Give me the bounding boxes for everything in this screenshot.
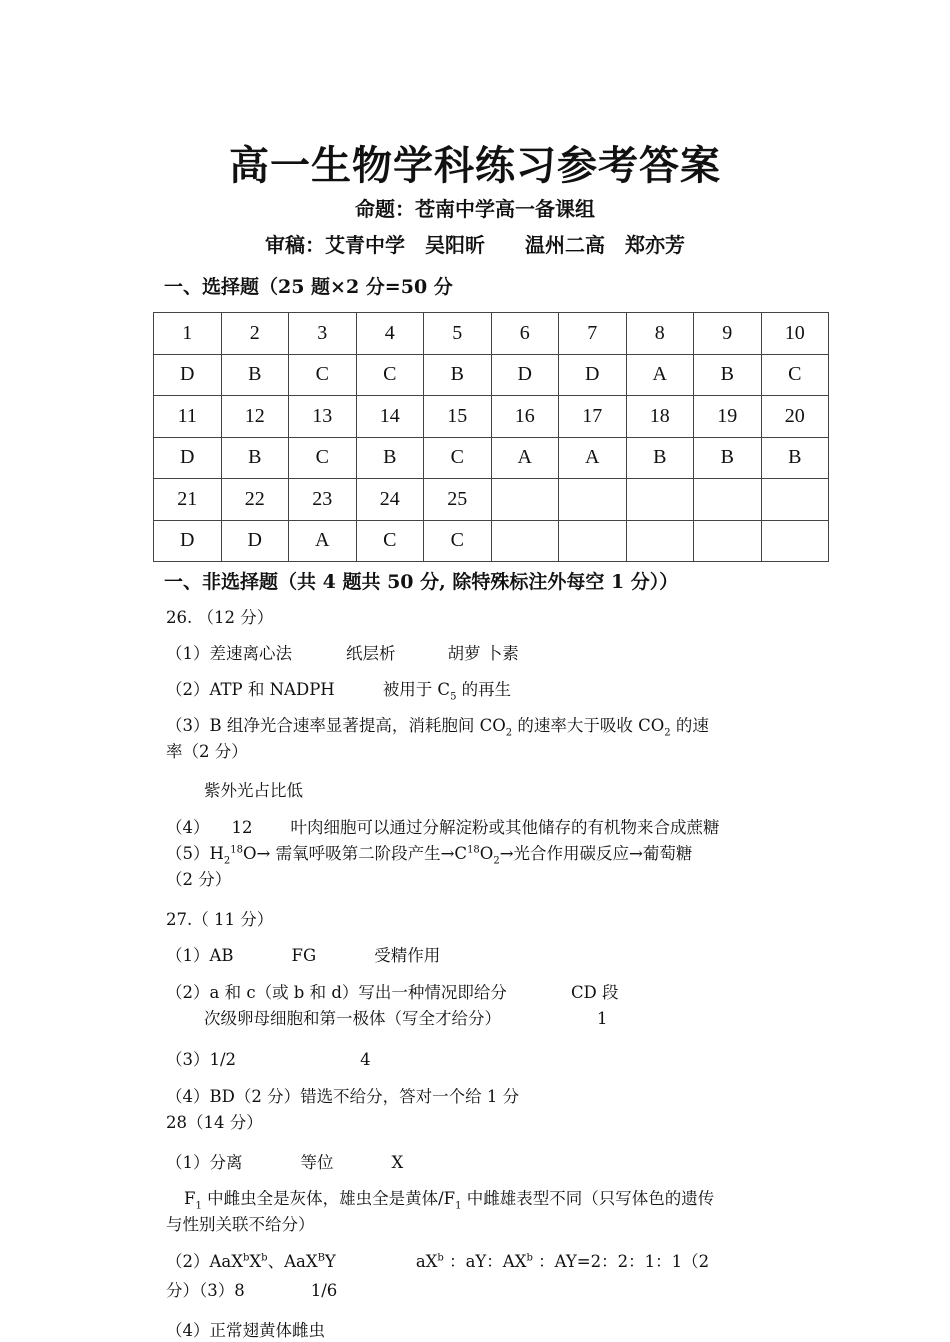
table-cell: 15 bbox=[424, 396, 492, 438]
table-cell: 7 bbox=[559, 313, 627, 355]
proposer-line: 命题：苍南中学高一备课组 bbox=[355, 197, 595, 221]
table-row bbox=[154, 520, 829, 562]
table-cell: C bbox=[424, 437, 492, 479]
page-title: 高一生物学科练习参考答案 bbox=[229, 142, 721, 189]
table-cell: B bbox=[356, 437, 424, 479]
table-cell bbox=[694, 479, 762, 521]
table-cell: 9 bbox=[694, 313, 762, 355]
table-row bbox=[154, 313, 829, 355]
table-cell: B bbox=[221, 437, 289, 479]
table-cell bbox=[761, 520, 829, 562]
table-cell: C bbox=[289, 437, 357, 479]
table-cell: B bbox=[761, 437, 829, 479]
q26-answer-3-extra: 紫外光占比低 bbox=[204, 781, 303, 800]
table-cell: 12 bbox=[221, 396, 289, 438]
table-row bbox=[154, 479, 829, 521]
table-cell bbox=[626, 479, 694, 521]
table-cell: C bbox=[356, 354, 424, 396]
table-row bbox=[154, 437, 829, 479]
table-cell: 24 bbox=[356, 479, 424, 521]
table-cell bbox=[761, 479, 829, 521]
q28-answer-1-cont2: 与性别关联不给分） bbox=[166, 1215, 315, 1234]
table-cell: 11 bbox=[154, 396, 222, 438]
q26-answer-5-cont: （2 分） bbox=[166, 870, 232, 889]
q28-answer-4: （4）正常翅黄体雌虫 bbox=[166, 1321, 325, 1340]
table-cell: D bbox=[154, 354, 222, 396]
q27-heading: 27.（ 11 分） bbox=[166, 910, 274, 929]
table-cell: 21 bbox=[154, 479, 222, 521]
q26-answer-5: $(5)H_2^{18}O\to$ 需氧呼吸第二阶段产生$\to C^{18}O_2\to$光合作用碳反应→葡萄糖 bbox=[166, 844, 693, 867]
table-cell: C bbox=[424, 520, 492, 562]
table-cell bbox=[626, 520, 694, 562]
table-cell: 8 bbox=[626, 313, 694, 355]
table-cell: 2 bbox=[221, 313, 289, 355]
q26-answer-3-cont: 率（2 分） bbox=[166, 742, 248, 761]
q27-answer-1: （1）AB FG 受精作用 bbox=[166, 946, 441, 965]
table-cell bbox=[694, 520, 762, 562]
table-cell: 10 bbox=[761, 313, 829, 355]
table-row bbox=[154, 396, 829, 438]
table-cell: 19 bbox=[694, 396, 762, 438]
table-cell: A bbox=[559, 437, 627, 479]
table-cell: 25 bbox=[424, 479, 492, 521]
q27-answer-2: （2）a 和 c（或 b 和 d）写出一种情况即给分 CD 段 bbox=[166, 983, 619, 1002]
choice-answer-table bbox=[153, 312, 829, 562]
table-cell: D bbox=[491, 354, 559, 396]
table-cell bbox=[491, 520, 559, 562]
table-cell: 13 bbox=[289, 396, 357, 438]
table-cell: C bbox=[356, 520, 424, 562]
table-cell: B bbox=[221, 354, 289, 396]
table-cell: D bbox=[559, 354, 627, 396]
q26-answer-1: （1）差速离心法 纸层析 胡萝 卜素 bbox=[166, 644, 519, 663]
table-cell: C bbox=[761, 354, 829, 396]
q26-answer-3: （3）B 组净光合速率显著提高，消耗胞间 $CO_2$ 的速率大于吸收 $CO_2$ 的速 bbox=[166, 716, 709, 739]
table-cell: B bbox=[424, 354, 492, 396]
table-cell: B bbox=[694, 437, 762, 479]
table-cell: 22 bbox=[221, 479, 289, 521]
table-cell: 18 bbox=[626, 396, 694, 438]
table-cell bbox=[559, 520, 627, 562]
table-row bbox=[154, 354, 829, 396]
table-cell: 16 bbox=[491, 396, 559, 438]
q28-answer-1-cont: $F_1$ 中雌虫全是灰体，雄虫全是黄体$/F_1$ 中雌雄表型不同（只写体色的遗传 bbox=[184, 1189, 715, 1212]
q28-heading: 28（14 分） bbox=[166, 1113, 263, 1132]
q26-answer-2: （2）ATP 和 NADPH 被用于 $C_5$ 的再生 bbox=[166, 680, 512, 703]
table-cell: 1 bbox=[154, 313, 222, 355]
section-choice-heading: 一、选择题（25 题×2 分=50 分 bbox=[164, 276, 453, 298]
table-cell: 17 bbox=[559, 396, 627, 438]
q27-answer-4: （4）BD（2 分）错选不给分，答对一个给 1 分 bbox=[166, 1087, 520, 1106]
table-cell bbox=[559, 479, 627, 521]
q26-heading: 26. （12 分） bbox=[166, 608, 274, 627]
table-cell: 14 bbox=[356, 396, 424, 438]
q28-answer-2: $(2)AaX^bX^b$、AaX$^B$Y $aX^b$ ：aY：$AX^b$ ：AY=2：2：1：1（2 bbox=[166, 1252, 710, 1271]
table-cell: C bbox=[289, 354, 357, 396]
q27-answer-2-cont: 次级卵母细胞和第一极体（写全才给分） 1 bbox=[204, 1009, 608, 1028]
table-cell: 3 bbox=[289, 313, 357, 355]
table-cell: 5 bbox=[424, 313, 492, 355]
table-cell: 6 bbox=[491, 313, 559, 355]
q28-answer-1: （1）分离 等位 X bbox=[166, 1153, 404, 1172]
reviewer-line: 审稿：艾青中学 吴阳昕 温州二高 郑亦芳 bbox=[265, 233, 685, 257]
table-cell: B bbox=[694, 354, 762, 396]
q26-answer-4: （4） 12 叶肉细胞可以通过分解淀粉或其他储存的有机物来合成蔗糖 bbox=[166, 818, 720, 837]
section-nonchoice-heading: 一、非选择题（共 4 题共 50 分, 除特殊标注外每空 1 分）） bbox=[164, 571, 679, 593]
table-cell: B bbox=[626, 437, 694, 479]
q27-answer-3: （3）1/2 4 bbox=[166, 1050, 371, 1069]
table-cell: 4 bbox=[356, 313, 424, 355]
table-cell: 23 bbox=[289, 479, 357, 521]
table-cell: A bbox=[626, 354, 694, 396]
table-cell: 20 bbox=[761, 396, 829, 438]
table-cell: A bbox=[289, 520, 357, 562]
q28-answer-3: 分）（3）8 1/6 bbox=[166, 1281, 338, 1300]
table-cell bbox=[491, 479, 559, 521]
table-cell: D bbox=[221, 520, 289, 562]
table-cell: A bbox=[491, 437, 559, 479]
table-cell: D bbox=[154, 520, 222, 562]
table-cell: D bbox=[154, 437, 222, 479]
